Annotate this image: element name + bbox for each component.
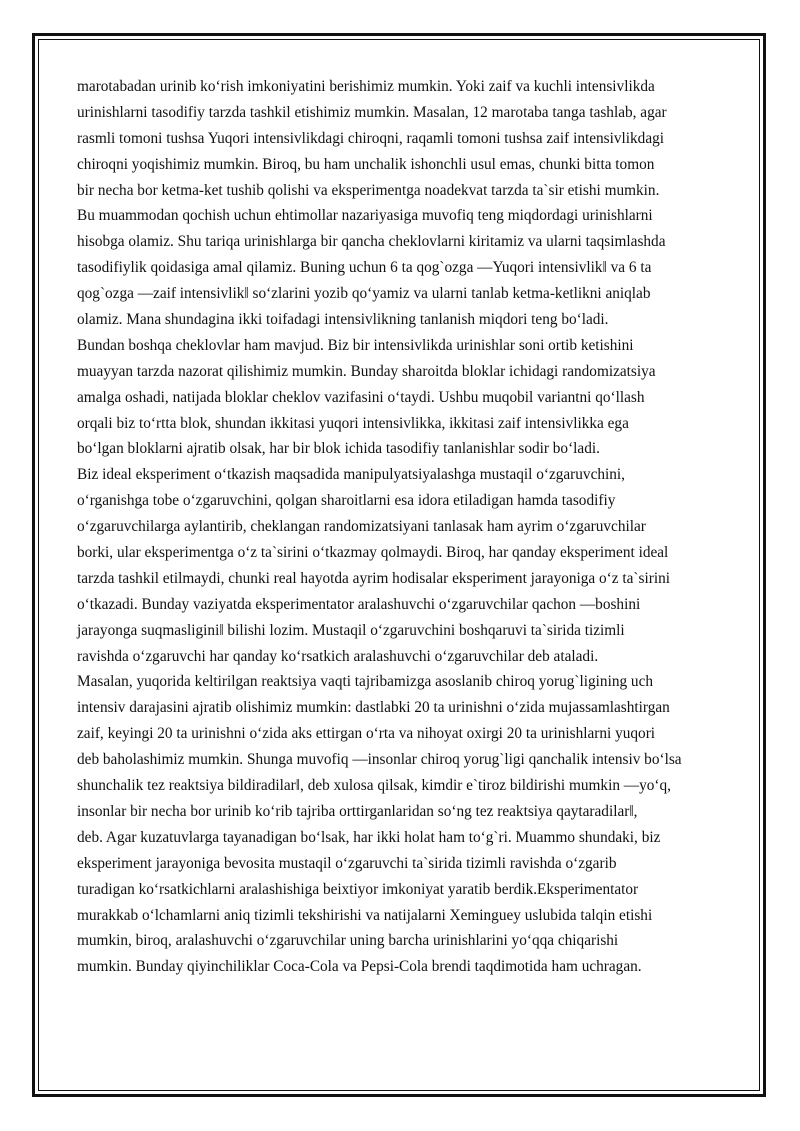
text-line: borki, ular eksperimentga o‘z ta`sirini o‘tkazmay qolmaydi. Biroq, har qanday eksperiment ideal xyxy=(77,544,669,562)
text-line: turadigan ko‘rsatkichlarni aralashishiga beixtiyor imkoniyat yaratib berdik.Eksperimentator xyxy=(77,880,639,898)
text-line: eksperiment jarayoniga bevosita mustaqil o‘zgaruvchi ta`sirida tizimli ravishda o‘zgarib xyxy=(77,854,617,872)
text-line: amalga oshadi, natijada bloklar cheklov vazifasini o‘taydi. Ushbu muqobil variantni qo‘llash xyxy=(77,388,645,406)
text-line: ravishda o‘zgaruvchi har qanday ko‘rsatkich aralashuvchi o‘zgaruvchilar deb ataladi. xyxy=(77,647,599,665)
text-line: hisobga olamiz. Shu tariqa urinishlarga bir qancha cheklovlarni kiritamiz va ularni taqsimlashda xyxy=(77,233,666,251)
text-line: Bu muammodan qochish uchun ehtimollar nazariyasiga muvofiq teng miqdordagi urinishlarni xyxy=(77,207,653,225)
text-line: jarayonga suqmasligini‖ bilishi lozim. Mustaqil o‘zgaruvchini boshqaruvi ta`sirida tizimli xyxy=(77,621,625,639)
text-line: rasmli tomoni tushsa Yuqori intensivlikdagi chiroqni, raqamli tomoni tushsa zaif intensivlikdagi xyxy=(77,129,665,147)
document-body xyxy=(77,74,727,980)
text-line: Bundan boshqa cheklovlar ham mavjud. Biz bir intensivlikda urinishlar soni ortib ketishini xyxy=(77,336,634,354)
text-line: urinishlarni tasodifiy tarzda tashkil etishimiz mumkin. Masalan, 12 marotaba tanga tashlab, agar xyxy=(77,103,667,121)
text-line: Biz ideal eksperiment o‘tkazish maqsadida manipulyatsiyalashga mustaqil o‘zgaruvchini, xyxy=(77,466,625,484)
text-line: o‘zgaruvchilarga aylantirib, cheklangan randomizatsiyani tanlasak ham ayrim o‘zgaruvchilar xyxy=(77,518,646,536)
text-line: deb. Agar kuzatuvlarga tayanadigan bo‘lsak, har ikki holat ham to‘g`ri. Muammo shundaki, biz xyxy=(77,828,661,846)
text-line: tarzda tashkil etilmaydi, chunki real hayotda ayrim hodisalar eksperiment jarayoniga o‘z ta`sirini xyxy=(77,569,670,587)
text-line: tasodifiylik qoidasiga amal qilamiz. Buning uchun 6 ta qog`ozga ―Yuqori intensivlik‖ va 6 ta xyxy=(77,259,652,277)
text-line: mumkin. Bunday qiyinchiliklar Coca-Cola va Pepsi-Cola brendi taqdimotida ham uchragan. xyxy=(77,958,642,976)
text-line: deb baholashimiz mumkin. Shunga muvofiq ―insonlar chiroq yorug`ligi qanchalik intensiv bo‘lsa xyxy=(77,751,682,769)
text-line: Masalan, yuqorida keltirilgan reaktsiya vaqti tajribamizga asoslanib chiroq yorug`ligining uch xyxy=(77,673,654,691)
text-line: shunchalik tez reaktsiya bildiradilar‖, deb xulosa qilsak, kimdir e`tiroz bildirishi mumkin ―yo‘q, xyxy=(77,777,671,795)
text-line: o‘tkazadi. Bunday vaziyatda eksperimentator aralashuvchi o‘zgaruvchilar qachon ―boshini xyxy=(77,595,641,613)
text-line: o‘rganishga tobe o‘zgaruvchini, qolgan sharoitlarni esa idora etiladigan hamda tasodifiy xyxy=(77,492,616,510)
text-line: intensiv darajasini ajratib olishimiz mumkin: dastlabki 20 ta urinishni o‘zida mujassamlashtirgan xyxy=(77,699,670,717)
text-line: zaif, keyingi 20 ta urinishni o‘zida aks ettirgan o‘rta va nihoyat oxirgi 20 ta urinishlarni yuqori xyxy=(77,725,656,743)
text-line: muayyan tarzda nazorat qilishimiz mumkin. Bunday sharoitda bloklar ichidagi randomizatsiya xyxy=(77,362,656,380)
text-line: qog`ozga ―zaif intensivlik‖ so‘zlarini yozib qo‘yamiz va ularni tanlab ketma-ketlikni aniqlab xyxy=(77,285,651,303)
text-line: bo‘lgan bloklarni ajratib olsak, har bir blok ichida tasodifiy tanlanishlar sodir bo‘ladi. xyxy=(77,440,600,458)
text-line: olamiz. Mana shundagina ikki toifadagi intensivlikning tanlanish miqdori teng bo‘ladi. xyxy=(77,311,609,329)
text-line: marotabadan urinib ko‘rish imkoniyatini berishimiz mumkin. Yoki zaif va kuchli intensivlikda xyxy=(77,78,655,95)
text-line: orqali biz to‘rtta blok, shundan ikkitasi yuqori intensivlikka, ikkitasi zaif intensivlikka ega xyxy=(77,414,629,432)
text-line: bir necha bor ketma-ket tushib qolishi va eksperimentga noadekvat tarzda ta`sir etishi mumkin. xyxy=(77,181,660,199)
text-line: murakkab o‘lchamlarni aniq tizimli tekshirishi va natijalarni Xeminguey uslubida talqin etishi xyxy=(77,906,653,924)
text-line: chiroqni yoqishimiz mumkin. Biroq, bu ham unchalik ishonchli usul emas, chunki bitta tomon xyxy=(77,155,655,173)
text-line: insonlar bir necha bor urinib ko‘rib tajriba orttirganlaridan so‘ng tez reaktsiya qaytaradilar‖, xyxy=(77,802,638,820)
text-line: mumkin, biroq, aralashuvchi o‘zgaruvchilar uning barcha urinishlarini yo‘qqa chiqarishi xyxy=(77,932,619,950)
